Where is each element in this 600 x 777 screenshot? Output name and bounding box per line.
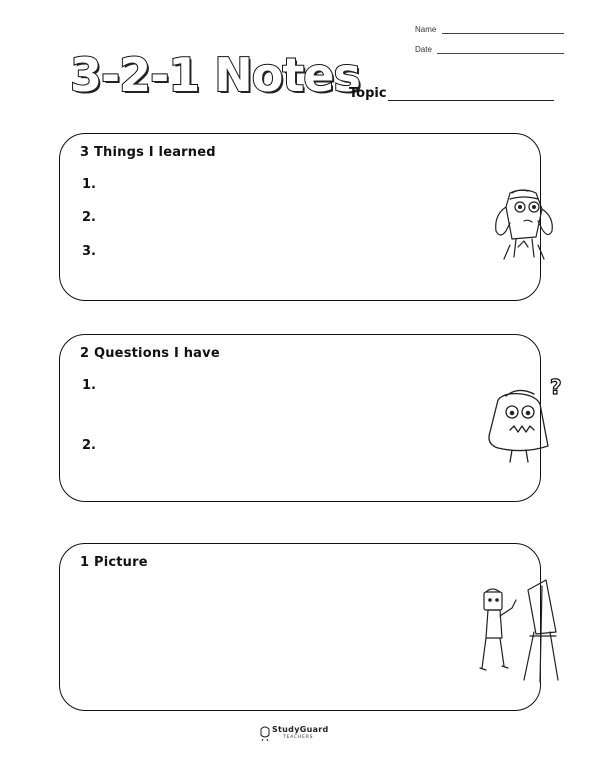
section-heading: 3 Things I learned: [80, 145, 216, 160]
name-field[interactable]: [415, 25, 565, 37]
thinking-character-icon: [488, 185, 558, 267]
question-character-icon: [478, 372, 570, 464]
topic-line[interactable]: [388, 100, 554, 101]
date-label: Date: [415, 45, 432, 54]
section-heading: 2 Questions I have: [80, 346, 220, 361]
list-item-number: 2.: [82, 210, 96, 225]
topic-label: Topic: [349, 86, 387, 101]
date-line: [437, 53, 564, 54]
logo-icon: [258, 725, 272, 741]
question-mark-icon: ?: [550, 375, 562, 399]
section-heading: 1 Picture: [80, 555, 148, 570]
artist-easel-icon: [472, 576, 568, 684]
footer-logo-text: StudyGuard: [272, 725, 329, 734]
footer-logo-sub: TEACHERS: [283, 735, 314, 740]
date-field[interactable]: [415, 45, 565, 57]
list-item-number: 1.: [82, 378, 96, 393]
list-item-number: 3.: [82, 244, 96, 259]
page-title: 3-2-1 Notes: [70, 48, 360, 102]
list-item-number: 1.: [82, 177, 96, 192]
name-label: Name: [415, 25, 437, 34]
picture-drawing-area[interactable]: [80, 580, 460, 700]
list-item-number: 2.: [82, 438, 96, 453]
name-line: [442, 33, 564, 34]
